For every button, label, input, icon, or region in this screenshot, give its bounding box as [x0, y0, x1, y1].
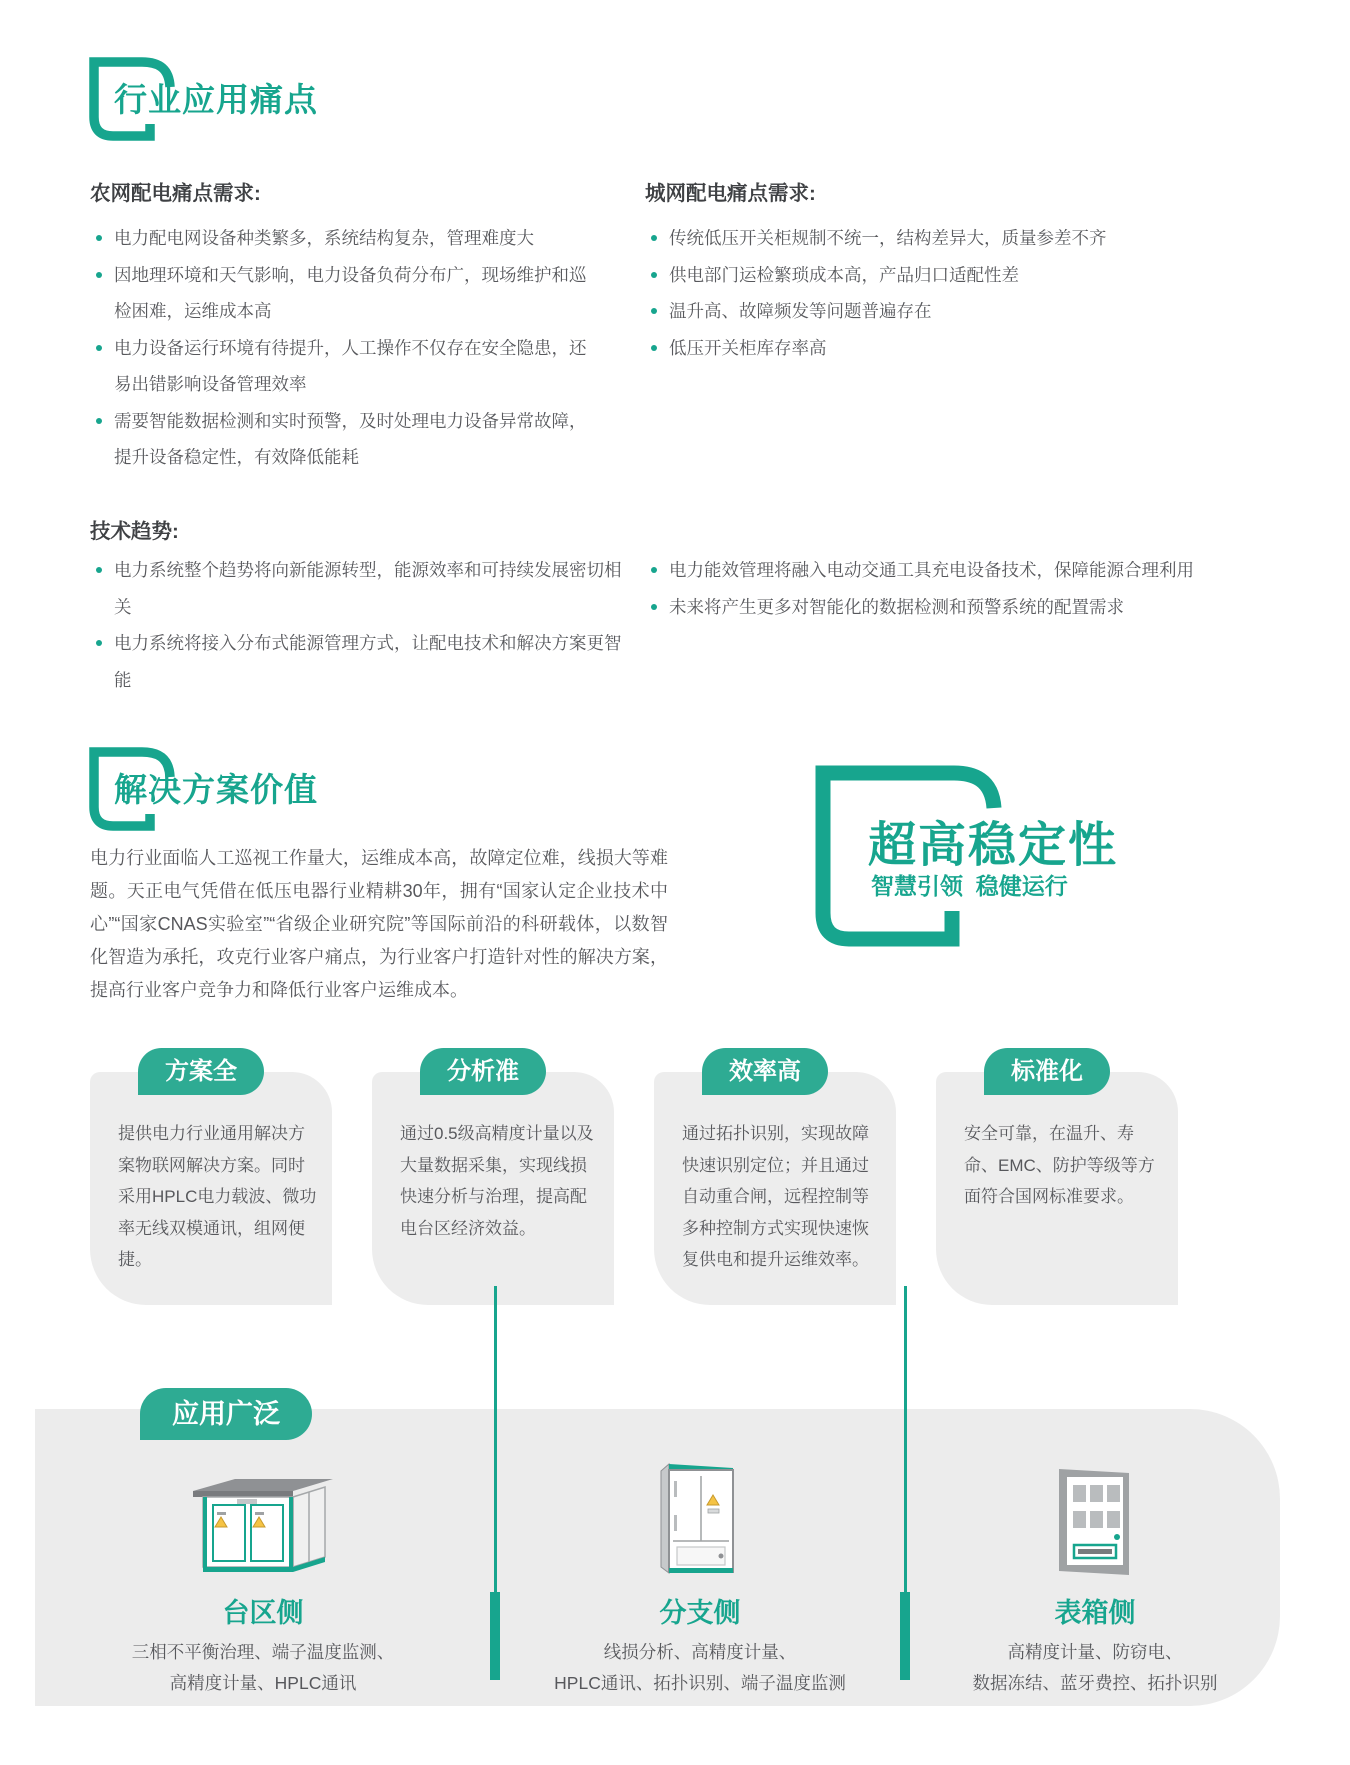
divider-line: [904, 1286, 907, 1592]
bullet-text: 温升高、故障频发等问题普遍存在: [669, 301, 932, 321]
value-card: [654, 1058, 896, 1305]
desc-line: 高精度计量、防窃电、: [1007, 1642, 1183, 1662]
bullet-text: 电力配电网设备种类繁多，系统结构复杂，管理难度大: [114, 228, 534, 248]
list-item: [645, 293, 1230, 330]
list-item: [90, 625, 638, 698]
value-card-text: 通过0.5级高精度计量以及大量数据采集，实现线损快速分析与治理，提高配电台区经济效益。: [400, 1124, 594, 1238]
desc-line: 线损分析、高精度计量、: [603, 1642, 797, 1662]
application-title: 表箱侧: [1054, 1598, 1136, 1628]
list-item: [645, 552, 1270, 589]
bullet-dot: [651, 308, 657, 314]
application-desc: [973, 1637, 1218, 1699]
app-icon-wrap: [649, 1451, 751, 1581]
bullet-dot: [96, 418, 102, 424]
bullet-text: 需要智能数据检测和实时预警，及时处理电力设备异常故障，提升设备稳定性，有效降低能耗: [114, 410, 587, 467]
value-card-badge: 方案全: [138, 1048, 264, 1095]
urban-bullet-list: [645, 220, 1230, 366]
meter-box-icon: [1047, 1463, 1143, 1581]
list-item: [90, 220, 602, 257]
desc-line: 高精度计量、HPLC通讯: [169, 1673, 357, 1693]
applications-badge: 应用广泛: [140, 1388, 312, 1440]
application-desc: [132, 1637, 395, 1699]
bullet-dot: [651, 235, 657, 241]
bullet-dot: [96, 345, 102, 351]
trends-left-column: [90, 552, 638, 698]
list-item: [645, 589, 1270, 626]
rural-painpoints: [90, 176, 602, 476]
desc-line: 数据冻结、蓝牙费控、拓扑识别: [972, 1673, 1218, 1693]
list-item: [90, 257, 602, 330]
bullet-dot: [651, 604, 657, 610]
desc-line: 三相不平衡治理、端子温度监测、: [131, 1642, 395, 1662]
list-item: [645, 257, 1230, 294]
list-item: [645, 330, 1230, 367]
trends-right-list: [645, 552, 1270, 625]
list-item: [90, 330, 602, 403]
feature-tagline: 智慧引领 稳健运行: [871, 873, 1068, 899]
feature-headline: 超高稳定性: [868, 819, 1119, 872]
rural-heading: 农网配电痛点需求:: [90, 182, 261, 205]
application-desc: [554, 1637, 846, 1699]
bullet-text: 未来将产生更多对智能化的数据检测和预警系统的配置需求: [669, 596, 1124, 617]
bullet-dot: [96, 235, 102, 241]
trends-left-list: [90, 552, 638, 698]
trends-heading: 技术趋势:: [90, 520, 179, 543]
bullet-dot: [96, 272, 102, 278]
bullet-text: 传统低压开关柜规制不统一，结构差异大，质量参差不齐: [669, 228, 1107, 248]
bullet-text: 电力能效管理将融入电动交通工具充电设备技术，保障能源合理利用: [669, 560, 1194, 580]
bullet-dot: [651, 272, 657, 278]
application-title: 台区侧: [222, 1598, 304, 1628]
application-column: [498, 1409, 902, 1706]
solution-paragraph: 电力行业面临人工巡视工作量大，运维成本高，故障定位难，线损大等难题。天正电气凭借在低压电器行业精耕30年，拥有“国家认定企业技术中心”“国家CNAS实验室”“省级企业研究院”等国际前沿的科研载体，以数智化智造为承托，攻克行业客户痛点，为行业客户打造针对性的解决方案，提高行业客户竞争力和降低行业客户运维成本。: [90, 848, 668, 1000]
divider-line: [494, 1286, 497, 1592]
value-card: [372, 1058, 614, 1305]
value-card-badge: 标准化: [984, 1048, 1110, 1095]
value-card-text: 提供电力行业通用解决方案物联网解决方案。同时采用HPLC电力载波、微功率无线双模通讯，组网便捷。: [118, 1124, 317, 1269]
section2-title: 解决方案价值: [114, 771, 318, 808]
list-item: [90, 403, 602, 476]
list-item: [645, 220, 1230, 257]
branch-cabinet-icon: [649, 1451, 751, 1581]
value-card-badge: 分析准: [420, 1048, 546, 1095]
application-title: 分支侧: [659, 1598, 741, 1628]
rural-bullet-list: [90, 220, 602, 476]
value-card-text: 安全可靠，在温升、寿命、EMC、防护等级等方面符合国网标准要求。: [964, 1124, 1155, 1206]
bullet-dot: [651, 567, 657, 573]
bullet-dot: [96, 640, 102, 646]
bullet-text: 电力系统整个趋势将向新能源转型，能源效率和可持续发展密切相关: [114, 560, 622, 617]
bullet-text: 因地理环境和天气影响，电力设备负荷分布广，现场维护和巡检困难，运维成本高: [114, 264, 587, 321]
list-item: [90, 552, 638, 625]
bullet-text: 低压开关柜库存率高: [669, 337, 827, 358]
trends-right-column: [645, 552, 1270, 625]
bullet-dot: [651, 345, 657, 351]
bullet-text: 电力设备运行环境有待提升，人工操作不仅存在安全隐患，还易出错影响设备管理效率: [114, 337, 587, 394]
value-card-badge: 效率高: [702, 1048, 828, 1095]
value-card: [90, 1058, 332, 1305]
app-icon-wrap: [187, 1451, 339, 1581]
urban-heading: 城网配电痛点需求:: [645, 182, 816, 205]
application-column: [35, 1409, 491, 1706]
bullet-text: 电力系统将接入分布式能源管理方式，让配电技术和解决方案更智能: [114, 633, 622, 690]
desc-line: HPLC通讯、拓扑识别、端子温度监测: [554, 1673, 846, 1693]
bullet-text: 供电部门运检繁琐成本高，产品归口适配性差: [669, 264, 1019, 285]
value-card: [936, 1058, 1178, 1305]
section1-title: 行业应用痛点: [114, 81, 318, 118]
application-column: [910, 1409, 1280, 1706]
box-substation-icon: [187, 1455, 339, 1581]
app-icon-wrap: [1047, 1451, 1143, 1581]
value-card-text: 通过拓扑识别，实现故障快速识别定位；并且通过自动重合闸，远程控制等多种控制方式实现快速恢复供电和提升运维效率。: [682, 1124, 869, 1269]
urban-painpoints: [645, 176, 1230, 366]
bullet-dot: [96, 567, 102, 573]
